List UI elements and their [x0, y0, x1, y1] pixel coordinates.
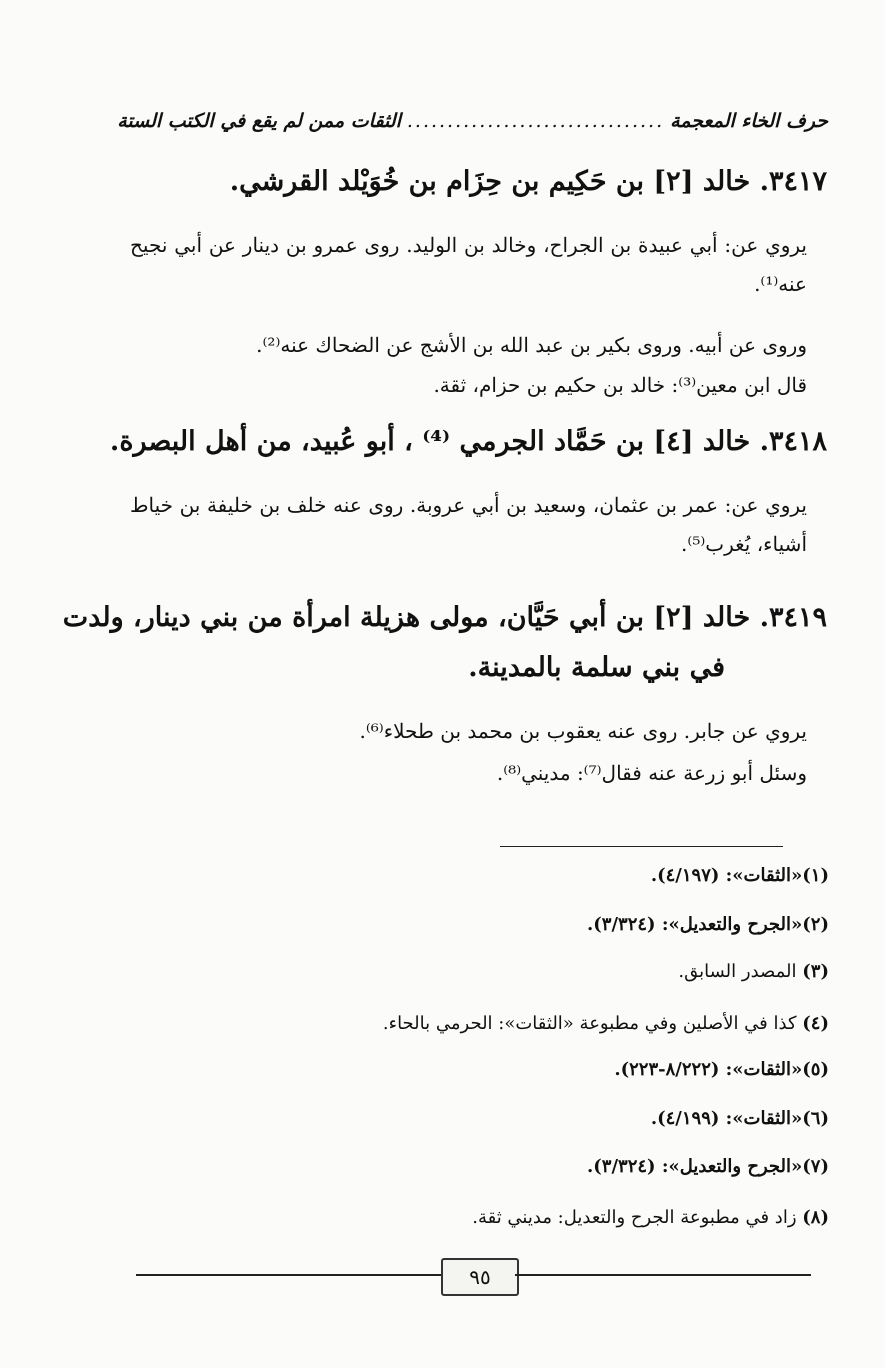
entry-3417-paragraph-3: قال ابن معين⁽³⁾: خالد بن حكيم بن حزام، ثقة. — [433, 373, 807, 397]
footnote-number: (٤) — [802, 1013, 829, 1034]
footnote-text: كذا في الأصلين وفي مطبوعة «الثقات»: الحرمي بالحاء. — [382, 1013, 797, 1034]
footnote-8 — [472, 1206, 829, 1230]
footnote-3 — [678, 960, 829, 984]
footnote-2 — [587, 913, 829, 937]
footnote-separator — [500, 846, 783, 847]
entry-3417-paragraph-2: وروى عن أبيه. وروى بكير بن عبد الله بن الأشج عن الضحاك عنه⁽²⁾. — [256, 333, 807, 357]
footnote-number: (٣) — [802, 961, 829, 982]
footnote-5 — [614, 1058, 829, 1082]
footnote-text: المصدر السابق. — [678, 961, 797, 982]
footnote-text: «الثقات»: (٤/١٩٧). — [650, 865, 803, 886]
entry-3417-paragraph-1: يروي عن: أبي عبيدة بن الجراح، وخالد بن الوليد. روى عمرو بن دينار عن أبي نجيح عنه⁽¹⁾. — [130, 233, 807, 296]
header-chapter-title: حرف الخاء المعجمة — [670, 110, 828, 132]
footnote-number: (٦) — [802, 1108, 829, 1129]
footnote-text: «الجرح والتعديل»: (٣/٣٢٤). — [586, 914, 803, 935]
footnote-4 — [383, 1012, 829, 1036]
footnote-text: «الثقات»: (٤/١٩٩). — [650, 1108, 803, 1129]
footnote-text: «الجرح والتعديل»: (٣/٣٢٤). — [586, 1156, 803, 1177]
entry-title-3418: ٣٤١٨. خالد [٤] بن حَمَّاد الجرمي ⁽⁴⁾ ، أبو عُبيد، من أهل البصرة. — [109, 426, 827, 457]
footnote-number: (٢) — [802, 914, 829, 935]
footer-rule-left — [136, 1274, 441, 1276]
page-number: ٩٥ — [441, 1258, 519, 1296]
entry-title-3419-line-1: ٣٤١٩. خالد [٢] بن أبي حَيَّان، مولى هزيلة امرأة من بني دينار، ولدت — [62, 602, 827, 633]
footnote-7 — [587, 1155, 829, 1179]
header-book-title: الثقات ممن لم يقع في الكتب الستة — [117, 110, 401, 132]
footnote-number: (١) — [802, 865, 829, 886]
entry-3419-paragraph-1: يروي عن جابر. روى عنه يعقوب بن محمد بن طحلاء⁽⁶⁾. — [359, 719, 807, 743]
entry-3418-paragraph-1: يروي عن: عمر بن عثمان، وسعيد بن أبي عروبة. روى عنه خلف بن خليفة بن خياط أشياء، يُغرب⁽⁵⁾. — [130, 493, 807, 556]
footnote-number: (٨) — [802, 1207, 829, 1228]
footnote-text: زاد في مطبوعة الجرح والتعديل: مديني ثقة. — [472, 1207, 797, 1228]
footnote-text: «الثقات»: (٨/٢٢٢-٢٢٣). — [614, 1059, 803, 1080]
footnote-1 — [651, 864, 829, 888]
entry-title-3417: ٣٤١٧. خالد [٢] بن حَكِيم بن حِزَام بن خُوَيْلد القرشي. — [229, 166, 827, 197]
entry-title-3419-line-2: في بني سلمة بالمدينة. — [468, 652, 725, 683]
footnote-6 — [651, 1107, 829, 1131]
footnote-number: (٧) — [802, 1156, 829, 1177]
entry-3419-paragraph-2: وسئل أبو زرعة عنه فقال⁽⁷⁾: مديني⁽⁸⁾. — [496, 761, 807, 785]
footnote-number: (٥) — [802, 1059, 829, 1080]
header-leader-dots: ................................ — [406, 110, 665, 132]
footer-rule-right — [515, 1274, 811, 1276]
running-header — [117, 110, 828, 132]
